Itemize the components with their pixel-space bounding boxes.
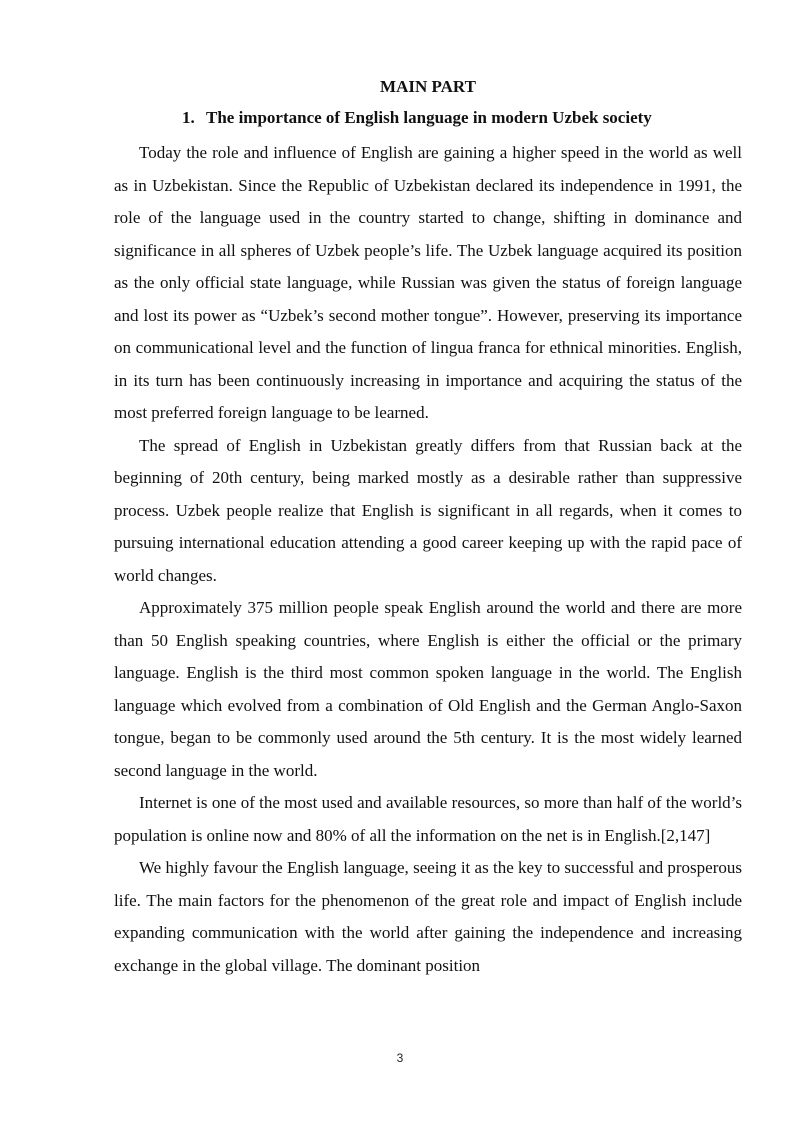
paragraph-1: Today the role and influence of English are gaining a higher speed in the world as well as in Uzbekistan. Since the Republic of Uzbekistan declared its independence in 1991, the role of the language used in the country started to change, shifting in dominance and significance in all spheres of Uzbek people’s life. The Uzbek language acquired its position as the only official state language, while Russian was given the status of foreign language and lost its power as “Uzbek’s second mother tongue”. However, preserving its importance on communicational level and the function of lingua franca for ethnical minorities. English, in its turn has been continuously increasing in importance and acquiring the status of the most preferred foreign language to be learned. bbox=[114, 143, 742, 422]
page-number: 3 bbox=[396, 1051, 404, 1065]
page-content bbox=[114, 76, 742, 982]
section-title: The importance of English language in modern Uzbek society bbox=[206, 108, 652, 127]
section-number: 1. bbox=[182, 108, 195, 127]
paragraph-5: We highly favour the English language, seeing it as the key to successful and prosperous life. The main factors for the phenomenon of the great role and impact of English include expanding communication with the world after gaining the independence and increasing exchange in the global village. The dominant position bbox=[114, 858, 742, 975]
section-heading bbox=[114, 107, 742, 129]
paragraph-4: Internet is one of the most used and available resources, so more than half of the world’s population is online now and 80% of all the information on the net is in English.[2,147] bbox=[114, 793, 742, 845]
paragraph-2: The spread of English in Uzbekistan greatly differs from that Russian back at the beginning of 20th century, being marked mostly as a desirable rather than suppressive process. Uzbek people realize that English is significant in all regards, when it comes to pursuing international education attending a good career keeping up with the rapid pace of world changes. bbox=[114, 435, 742, 585]
paragraph-3: Approximately 375 million people speak English around the world and there are more than 50 English speaking countries, where English is either the official or the primary language. English is the third most common spoken language in the world. The English language which evolved from a combination of Old English and the German Anglo-Saxon tongue, began to be commonly used around the 5th century. It is the most widely learned second language in the world. bbox=[114, 598, 742, 780]
main-heading: MAIN PART bbox=[380, 77, 476, 96]
